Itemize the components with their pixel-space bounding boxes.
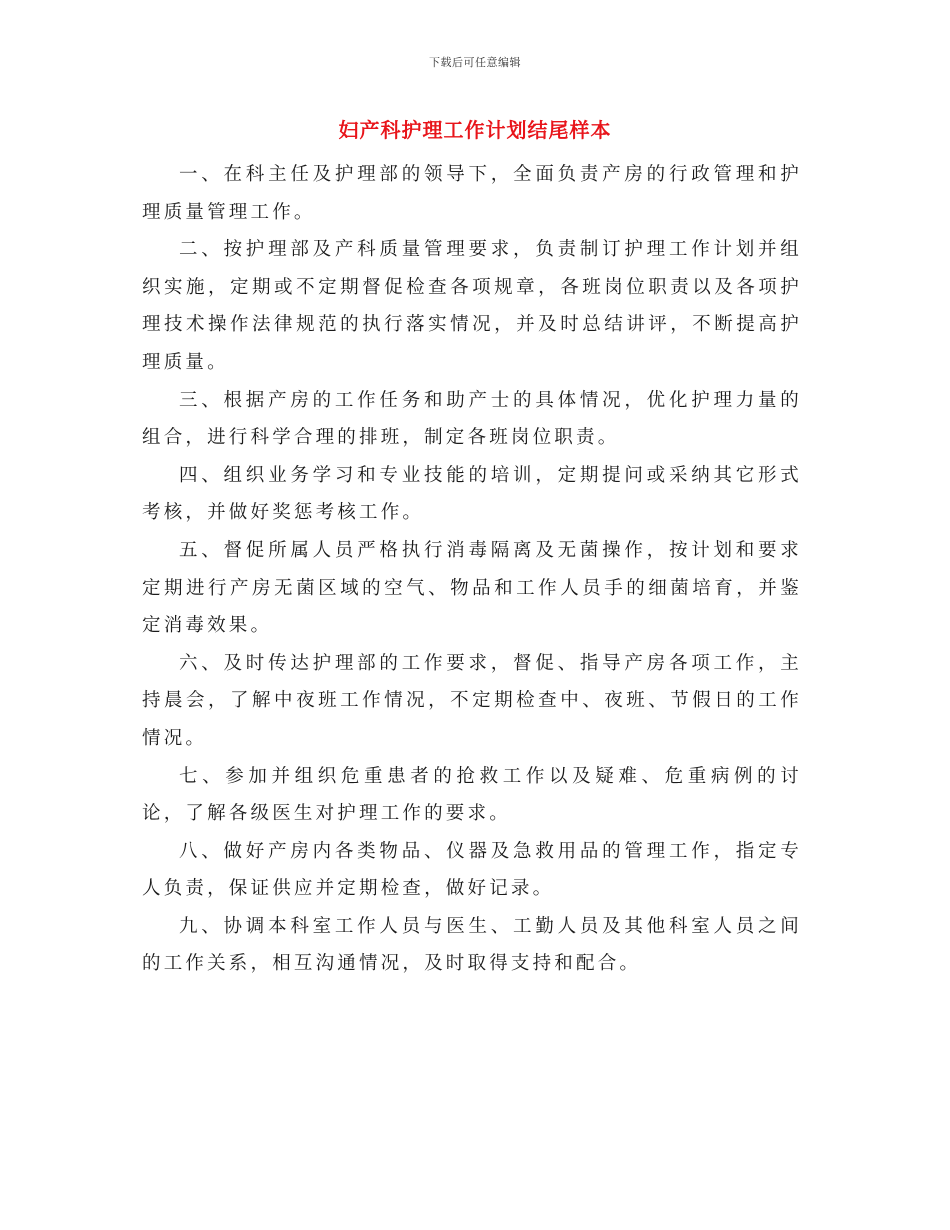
document-title: 妇产科护理工作计划结尾样本: [338, 118, 612, 142]
header-note: 下载后可任意编辑: [429, 56, 521, 69]
paragraph-7: 七、参加并组织危重患者的抢救工作以及疑难、危重病例的讨论，了解各级医生对护理工作的要求。: [142, 765, 802, 825]
paragraph-6: 六、及时传达护理部的工作要求，督促、指导产房各项工作，主持晨会，了解中夜班工作情况，不定期检查中、夜班、节假日的工作情况。: [142, 652, 802, 749]
paragraph-5: 五、督促所属人员严格执行消毒隔离及无菌操作，按计划和要求定期进行产房无菌区域的空气、物品和工作人员手的细菌培育，并鉴定消毒效果。: [142, 539, 802, 637]
paragraph-3: 三、根据产房的工作任务和助产士的具体情况，优化护理力量的组合，进行科学合理的排班，制定各班岗位职责。: [142, 389, 802, 449]
paragraph-8: 八、做好产房内各类物品、仪器及急救用品的管理工作，指定专人负责，保证供应并定期检查，做好记录。: [142, 840, 802, 900]
paragraph-1: 一、在科主任及护理部的领导下，全面负责产房的行政管理和护理质量管理工作。: [142, 164, 802, 223]
paragraph-2: 二、按护理部及产科质量管理要求，负责制订护理工作计划并组织实施，定期或不定期督促检查各项规章，各班岗位职责以及各项护理技术操作法律规范的执行落实情况，并及时总结讲评，不断提高护理质量。: [142, 239, 802, 373]
paragraph-9: 九、协调本科室工作人员与医生、工勤人员及其他科室人员之间的工作关系，相互沟通情况，及时取得支持和配合。: [142, 915, 802, 975]
document-body: [142, 156, 802, 983]
paragraph-4: 四、组织业务学习和专业技能的培训，定期提问或采纳其它形式考核，并做好奖惩考核工作。: [142, 464, 802, 524]
